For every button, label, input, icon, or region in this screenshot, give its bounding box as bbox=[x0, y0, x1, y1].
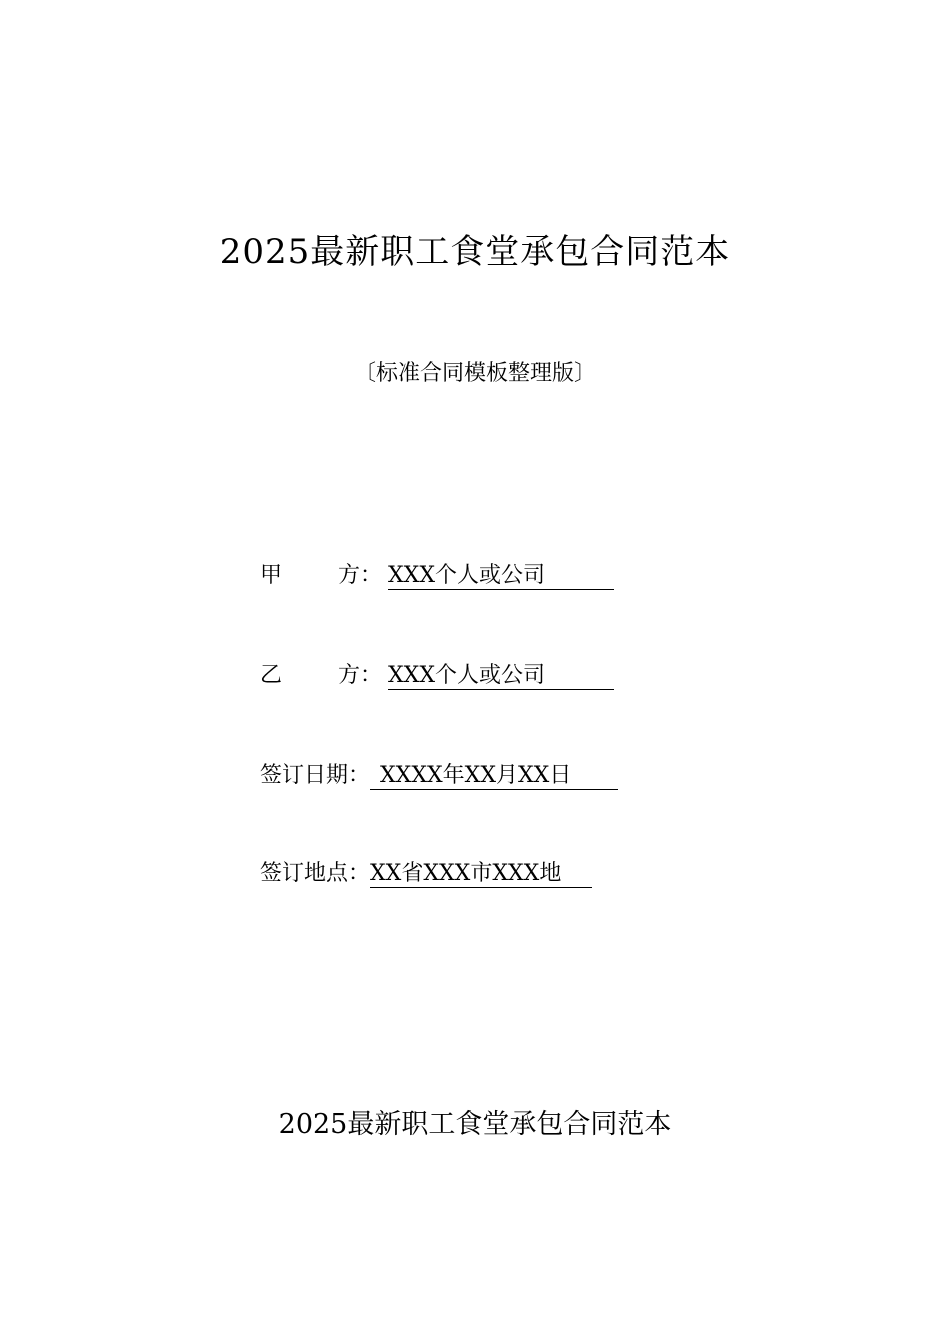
sign-date-label: 签订日期： bbox=[260, 763, 371, 788]
party-b-label-second: 方： bbox=[338, 663, 383, 688]
sign-place-field bbox=[260, 858, 592, 890]
sign-place-label: 签订地点： bbox=[260, 861, 371, 886]
party-b-label-first: 乙 bbox=[260, 663, 283, 688]
footer-title: 2025最新职工食堂承包合同范本 bbox=[278, 1109, 672, 1140]
page-title: 2025最新职工食堂承包合同范本 bbox=[219, 232, 731, 272]
party-b-field bbox=[260, 660, 614, 692]
party-b-value: XXX个人或公司 bbox=[388, 663, 614, 690]
party-a-label bbox=[260, 560, 388, 592]
page-subtitle: 〔标准合同模板整理版〕 bbox=[353, 361, 596, 386]
party-a-field bbox=[260, 560, 614, 592]
sign-date-value: XXXX年XX月XX日 bbox=[370, 763, 618, 790]
sign-place-value: XX省XXX市XXX地 bbox=[370, 861, 592, 888]
sign-date-field bbox=[260, 760, 618, 792]
party-a-label-first: 甲 bbox=[260, 563, 283, 588]
party-a-value: XXX个人或公司 bbox=[388, 563, 614, 590]
party-a-label-second: 方： bbox=[338, 563, 383, 588]
party-b-label bbox=[260, 660, 388, 692]
